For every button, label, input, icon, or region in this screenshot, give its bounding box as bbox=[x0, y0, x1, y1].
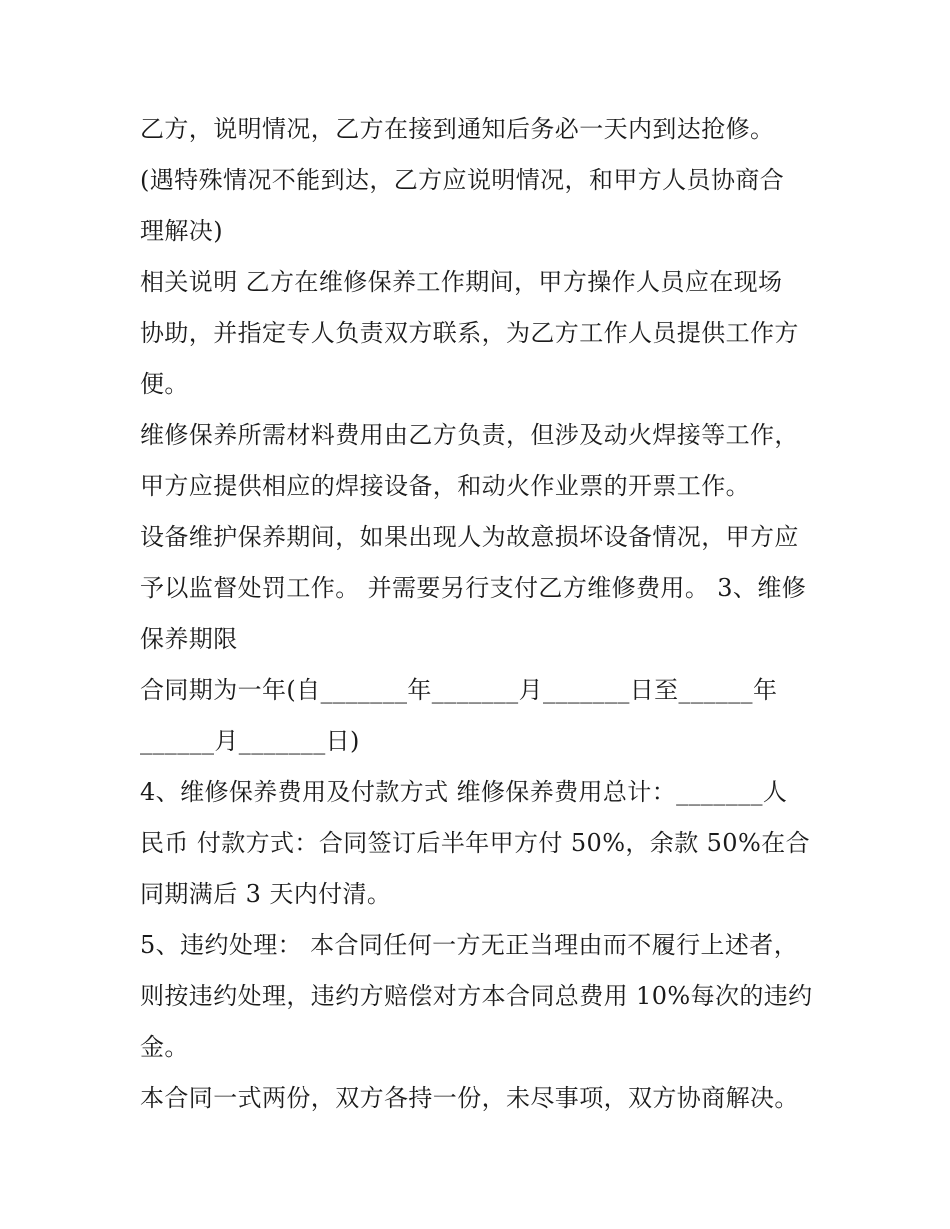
text-line: ______月_______日) bbox=[140, 727, 360, 755]
text-line: 金。 bbox=[140, 1033, 189, 1061]
text-line: 5、违约处理： 本合同任何一方无正当理由而不履行上述者， bbox=[140, 931, 799, 959]
text-line: 设备维护保养期间，如果出现人为故意损坏设备情况，甲方应 bbox=[140, 523, 799, 551]
text-line: (遇特殊情况不能到达，乙方应说明情况，和甲方人员协商合 bbox=[140, 166, 785, 194]
text-line: 维修保养所需材料费用由乙方负责，但涉及动火焊接等工作， bbox=[140, 421, 799, 449]
text-line: 便。 bbox=[140, 370, 189, 398]
text-line: 理解决) bbox=[140, 217, 223, 245]
text-line: 同期满后 3 天内付清。 bbox=[140, 880, 392, 908]
text-line: 则按违约处理，违约方赔偿对方本合同总费用 10%每次的违约 bbox=[140, 982, 813, 1010]
text-line: 予以监督处罚工作。 并需要另行支付乙方维修费用。 3、维修 bbox=[140, 574, 807, 602]
text-line: 4、维修保养费用及付款方式 维修保养费用总计：_______人 bbox=[140, 778, 788, 806]
text-line: 协助，并指定专人负责双方联系，为乙方工作人员提供工作方 bbox=[140, 319, 799, 347]
text-line: 保养期限 bbox=[140, 625, 238, 653]
text-line: 民币 付款方式：合同签订后半年甲方付 50%，余款 50%在合 bbox=[140, 829, 810, 857]
text-line: 合同期为一年(自_______年_______月_______日至______年 bbox=[140, 676, 778, 704]
text-line: 甲方应提供相应的焊接设备，和动火作业票的开票工作。 bbox=[140, 472, 750, 500]
text-line: 本合同一式两份，双方各持一份，未尽事项，双方协商解决。 bbox=[140, 1084, 799, 1112]
text-line: 乙方，说明情况，乙方在接到通知后务必一天内到达抢修。 bbox=[140, 115, 775, 143]
text-line: 相关说明 乙方在维修保养工作期间，甲方操作人员应在现场 bbox=[140, 268, 783, 296]
